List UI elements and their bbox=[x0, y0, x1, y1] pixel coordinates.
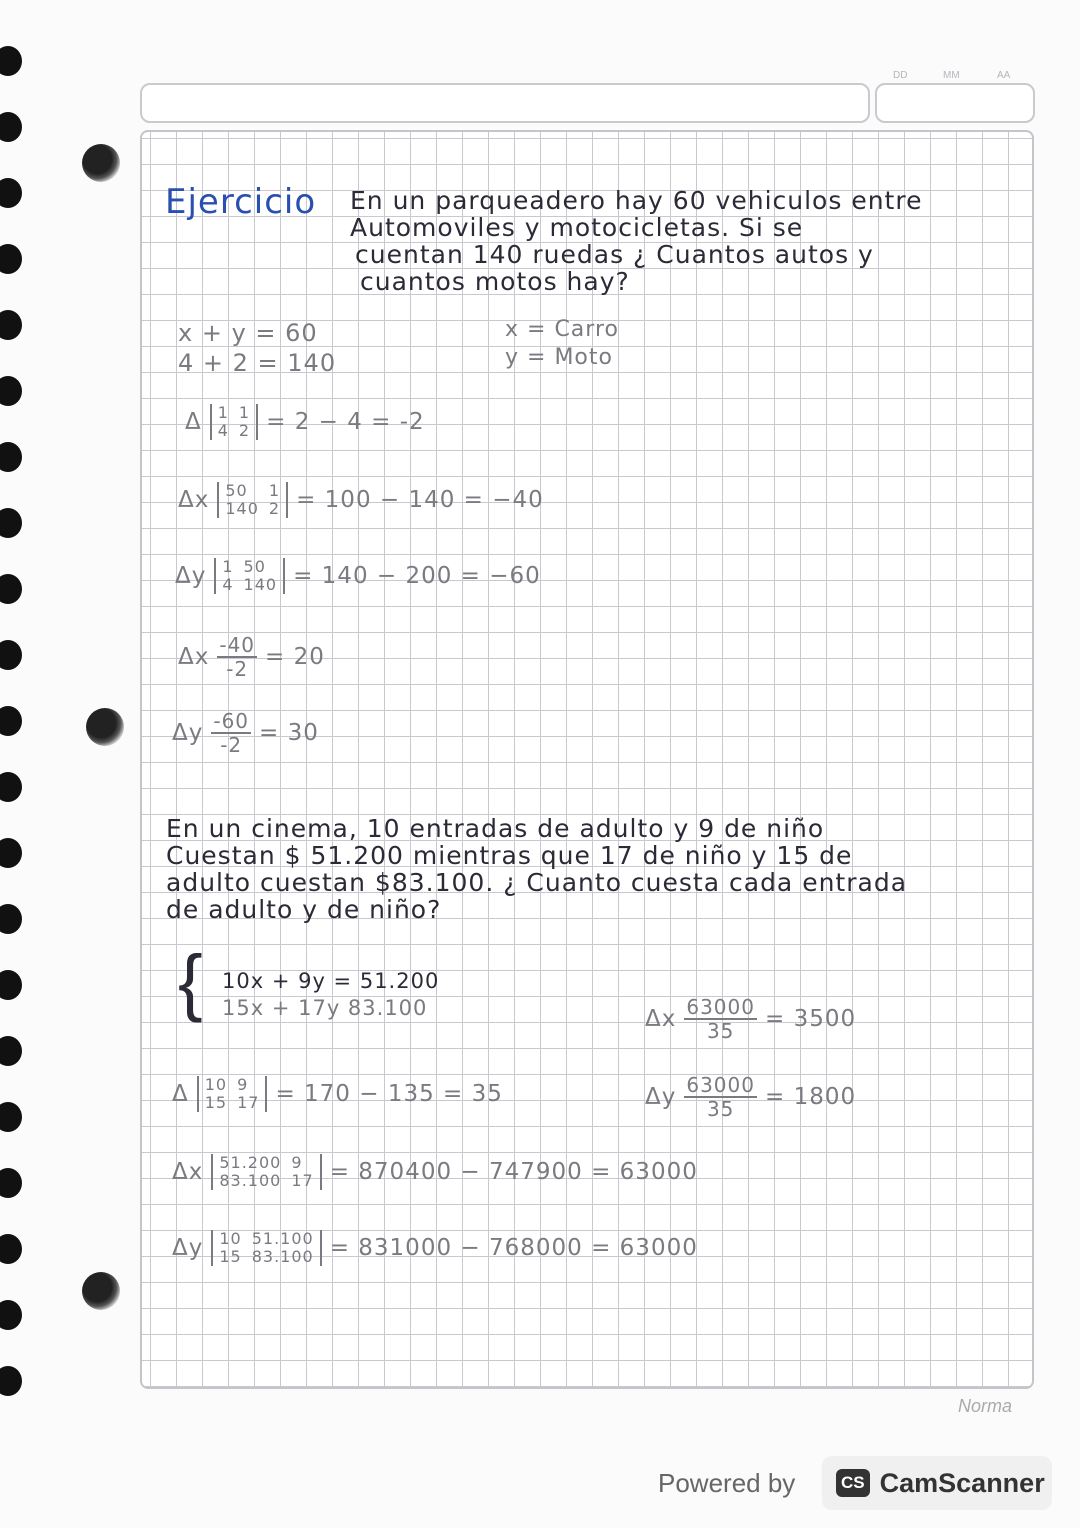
problem-line: de adulto y de niño? bbox=[166, 895, 442, 924]
det-result: = 831000 − 768000 = 63000 bbox=[329, 1235, 698, 1261]
denominator: 35 bbox=[706, 1019, 735, 1043]
date-label-day: DD bbox=[893, 70, 908, 81]
camscanner-logo-icon: CS bbox=[836, 1469, 870, 1497]
matrix bbox=[214, 558, 285, 594]
spiral-ring bbox=[0, 838, 22, 868]
determinant bbox=[185, 404, 425, 440]
system bbox=[222, 968, 439, 1022]
cell: 1 bbox=[238, 403, 251, 422]
cell: 50 bbox=[243, 557, 266, 576]
problem-line: Cuestan $ 51.200 mientras que 17 de niño y 15 de bbox=[166, 841, 853, 870]
denominator: -2 bbox=[226, 657, 249, 681]
spiral-ring bbox=[0, 1234, 22, 1264]
determinant bbox=[172, 1076, 503, 1112]
solution-x bbox=[178, 634, 325, 680]
cell: 140 bbox=[243, 575, 278, 594]
cell: 83.100 bbox=[219, 1171, 282, 1190]
spiral-ring bbox=[0, 244, 22, 274]
cell: 140 bbox=[225, 499, 259, 518]
problem-line: En un parqueadero hay 60 vehiculos entre bbox=[350, 186, 923, 215]
equations bbox=[178, 318, 336, 378]
determinant-y bbox=[172, 1230, 698, 1266]
cell: 4 bbox=[222, 575, 234, 594]
det-result: = 2 − 4 = -2 bbox=[266, 409, 425, 435]
spiral-ring bbox=[0, 772, 22, 802]
det-label: Δx bbox=[178, 487, 210, 513]
det-result: = 100 − 140 = −40 bbox=[296, 487, 544, 513]
solution-y bbox=[172, 710, 319, 756]
fraction bbox=[211, 710, 251, 756]
problem-line: Automoviles y motocicletas. Si se bbox=[350, 213, 804, 242]
problem-line: En un cinema, 10 entradas de adulto y 9 de niño bbox=[166, 814, 825, 843]
numerator: -60 bbox=[213, 709, 250, 733]
spiral-ring bbox=[0, 442, 22, 472]
cell: 1 bbox=[222, 557, 234, 576]
exercise-title: Ejercicio bbox=[165, 182, 317, 222]
determinant-x bbox=[172, 1154, 698, 1190]
det-label: Δy bbox=[175, 563, 207, 589]
spiral-ring bbox=[0, 46, 22, 76]
system-equation: 10x + 9y = 51.200 bbox=[222, 969, 440, 993]
cell: 9 bbox=[237, 1075, 249, 1094]
denominator: 35 bbox=[706, 1097, 735, 1121]
matrix bbox=[210, 404, 258, 440]
camscanner-badge[interactable] bbox=[822, 1456, 1052, 1510]
variables bbox=[505, 316, 619, 372]
numerator: -40 bbox=[219, 633, 256, 657]
det-label: Δ bbox=[185, 409, 202, 435]
date-label-month: MM bbox=[943, 70, 960, 81]
cell: 1 bbox=[217, 403, 229, 422]
det-result: = 140 − 200 = −60 bbox=[293, 563, 541, 589]
spiral-ring bbox=[0, 310, 22, 340]
det-label: Δx bbox=[172, 1159, 204, 1185]
sol-result: = 20 bbox=[265, 644, 325, 670]
spiral-ring bbox=[0, 1036, 22, 1066]
matrix bbox=[217, 482, 288, 518]
title-box bbox=[140, 83, 870, 123]
camscanner-name: CamScanner bbox=[879, 1467, 1045, 1498]
det-result: = 870400 − 747900 = 63000 bbox=[329, 1159, 698, 1185]
exercise1-problem bbox=[350, 187, 922, 295]
numerator: 63000 bbox=[686, 995, 755, 1019]
solution-y bbox=[645, 1074, 856, 1120]
problem-line: cuentan 140 ruedas ¿ Cuantos autos y bbox=[355, 240, 874, 269]
spiral-ring bbox=[0, 1168, 22, 1198]
cell: 10 bbox=[204, 1075, 228, 1094]
date-box bbox=[875, 83, 1035, 123]
spiral-ring bbox=[0, 376, 22, 406]
powered-by-text: Powered by bbox=[658, 1468, 796, 1498]
cell: 17 bbox=[291, 1171, 314, 1190]
cell: 15 bbox=[204, 1093, 228, 1112]
exercise2-problem bbox=[166, 815, 907, 923]
notebook-brand: Norma bbox=[958, 1396, 1013, 1416]
sol-label: Δx bbox=[645, 1006, 677, 1032]
date-label-year: AA bbox=[997, 70, 1011, 81]
cell: 2 bbox=[238, 421, 251, 440]
det-result: = 170 − 135 = 35 bbox=[275, 1081, 503, 1107]
cell: 83.100 bbox=[251, 1247, 314, 1266]
cell: 51.200 bbox=[219, 1153, 282, 1172]
spiral-ring bbox=[0, 904, 22, 934]
problem-line: adulto cuestan $83.100. ¿ Cuanto cuesta cada entrada bbox=[166, 868, 908, 897]
variable-y: y = Moto bbox=[505, 345, 613, 370]
spiral-ring bbox=[0, 706, 22, 736]
equation: x + y = 60 bbox=[178, 319, 318, 347]
spiral-ring bbox=[0, 508, 22, 538]
sol-label: Δy bbox=[172, 720, 204, 746]
fraction bbox=[684, 1074, 757, 1120]
spiral-ring bbox=[0, 574, 22, 604]
cell: 15 bbox=[219, 1247, 242, 1266]
equation: 4 + 2 = 140 bbox=[178, 349, 337, 377]
spiral-ring bbox=[0, 112, 22, 142]
punch-hole bbox=[86, 708, 124, 746]
sol-label: Δx bbox=[178, 644, 210, 670]
spiral-ring bbox=[0, 1366, 22, 1396]
sol-result: = 30 bbox=[259, 720, 319, 746]
cell: 17 bbox=[237, 1093, 260, 1112]
denominator: -2 bbox=[220, 733, 243, 757]
fraction bbox=[217, 634, 257, 680]
sol-result: = 3500 bbox=[764, 1006, 857, 1032]
matrix bbox=[197, 1076, 268, 1112]
determinant-y bbox=[175, 558, 541, 594]
fraction bbox=[684, 996, 757, 1042]
cell: 10 bbox=[219, 1229, 242, 1248]
det-label: Δ bbox=[172, 1081, 189, 1107]
system-brace: { bbox=[178, 940, 203, 1023]
punch-hole bbox=[82, 144, 120, 182]
sol-result: = 1800 bbox=[764, 1084, 857, 1110]
punch-hole bbox=[82, 1272, 120, 1310]
system-equation: 15x + 17y 83.100 bbox=[222, 996, 428, 1020]
numerator: 63000 bbox=[686, 1073, 755, 1097]
cell: 51.100 bbox=[251, 1229, 314, 1248]
matrix bbox=[211, 1154, 321, 1190]
spiral-ring bbox=[0, 178, 22, 208]
spiral-ring bbox=[0, 1300, 22, 1330]
spiral-ring bbox=[0, 640, 22, 670]
spiral-ring bbox=[0, 970, 22, 1000]
problem-line: cuantos motos hay? bbox=[360, 267, 630, 296]
det-label: Δy bbox=[172, 1235, 204, 1261]
variable-x: x = Carro bbox=[505, 317, 619, 342]
cell: 50 bbox=[225, 481, 248, 500]
matrix bbox=[211, 1230, 321, 1266]
determinant-x bbox=[178, 482, 544, 518]
spiral-ring bbox=[0, 1102, 22, 1132]
cell: 9 bbox=[291, 1153, 303, 1172]
solution-x bbox=[645, 996, 856, 1042]
cell: 4 bbox=[217, 421, 229, 440]
cell: 1 bbox=[268, 481, 281, 500]
sol-label: Δy bbox=[645, 1084, 677, 1110]
cell: 2 bbox=[268, 499, 281, 518]
